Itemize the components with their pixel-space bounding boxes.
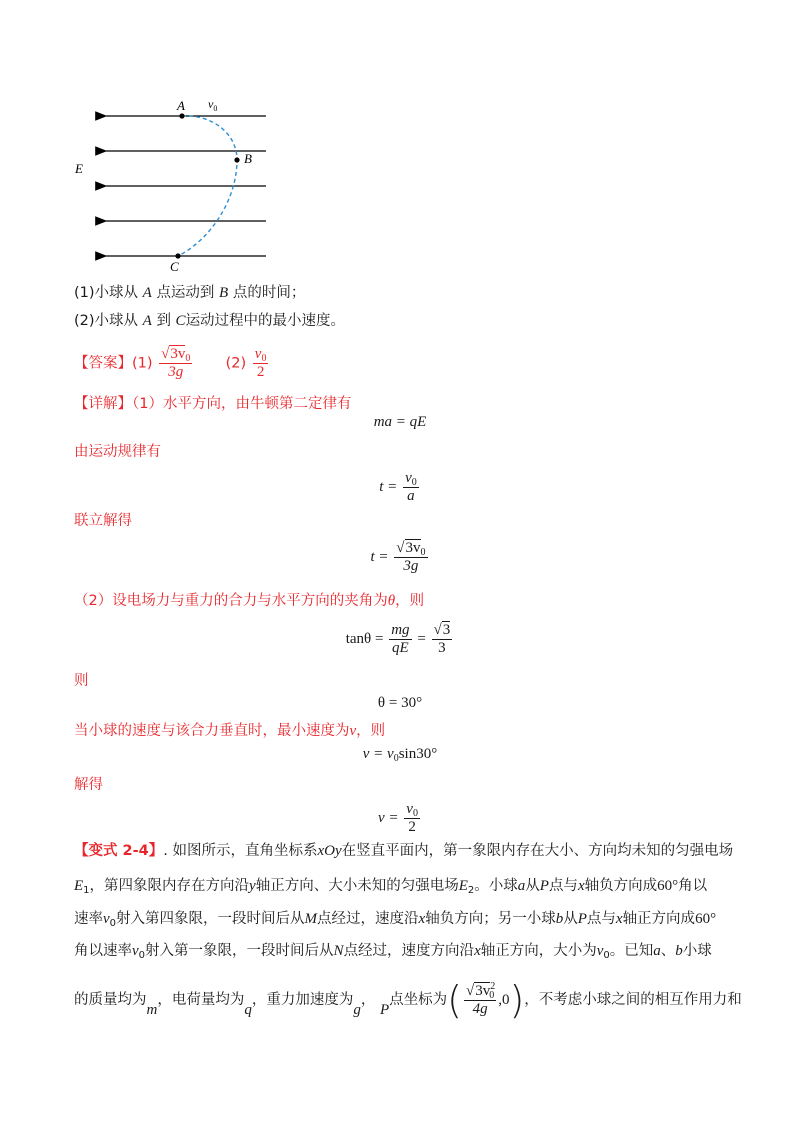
variant-line-5: 的质量均为m，电荷量均为q，重力加速度为g， P点坐标为( $\frac{√3v^2_0}{4g}$ ,0)，不考虑小球之间的相互作用力和 [74,978,742,1022]
explanation-step-5: 则 [74,673,89,689]
q1-prefix: (1) [74,285,95,301]
q2-text-1: 小球从 [94,313,139,329]
answer-part2: (2) [225,355,247,372]
explanation-step-3: 联立解得 [74,513,132,529]
q1-text-3: 点的时间； [232,285,306,301]
label-v0: $v_0$ [208,97,218,113]
answer-label: 【答案】 [74,355,132,372]
label-a: A [177,98,185,113]
equation-7: v = $\frac{v_0}{2}$ [378,801,418,835]
variant-label: 【变式 2-4】 [74,843,164,859]
q1-text-1: 小球从 [94,285,139,301]
explanation-step-7: 解得 [74,777,103,793]
equation-3: t = $\frac{√3v_0}{3g}$ [370,540,426,574]
explanation-step-2: 由运动规律有 [74,444,161,460]
label-e: E [75,161,83,176]
electric-field-figure [60,90,290,280]
equation-2: t = $\frac{v_0}{a}$ [379,470,417,504]
equation-5: θ = 30° [377,695,423,711]
answer-line [74,346,270,381]
label-c: C [170,259,179,274]
q1-var-a: A [142,285,152,301]
point-a [179,113,184,118]
explanation-step-4: （2）设电场力与重力的合力与水平方向的夹角为θ，则 [74,593,425,609]
label-b: B [244,151,252,166]
explanation-step1-text: （1）水平方向，由牛顿第二定律有 [132,396,352,412]
answer-fraction-2: $\frac{v_0}{2}$ [254,346,267,380]
q2-text-2: 到 [156,313,171,329]
point-c [175,253,180,258]
q2-text-3: 运动过程中的最小速度。 [185,313,346,329]
equation-1: ma = qE [373,414,427,430]
answer-part1: (1) [132,355,153,372]
equation-4: tanθ = $\frac{mg}{qE}$ = $\frac{√3}{3}$ [345,622,451,656]
q1-var-b: B [219,285,229,301]
q2-prefix: (2) [74,313,95,329]
q1-text-2: 点运动到 [156,285,215,301]
point-b [234,157,239,162]
variant-line-3: 速率$v_0$射入第四象限，一段时间后从M点经过，速度沿x轴负方向；另一小球b从P点与x轴正方向成60° [74,911,717,929]
variant-line-2: $E_1$，第四象限内存在方向沿y轴正方向、大小未知的匀强电场$E_2$。小球a从P点与x轴负方向成60°角以 [74,878,708,896]
explanation-step-6: 当小球的速度与该合力垂直时，最小速度为v，则 [74,723,386,739]
q2-var-a: A [142,313,152,329]
explanation-label: 【详解】 [74,396,132,412]
q2-var-c: C [175,313,186,329]
answer-fraction-1: $\frac{√3v_0}{3g}$ [161,346,191,380]
explanation-step-1 [74,394,351,414]
variant-line-1: 【变式 2-4】. 如图所示，直角坐标系xOy在竖直平面内，第一象限内存在大小、方向均未知的匀强电场 [74,843,734,859]
variant-line-4: 角以速率$v_0$射入第一象限，一段时间后从N点经过，速度方向沿x轴正方向，大小为$v_0$。已知a、b小球 [74,943,712,961]
equation-6: $v = v_0\sin 30^\circ$ [362,746,438,764]
question-2 [74,311,345,331]
question-1 [74,283,305,303]
